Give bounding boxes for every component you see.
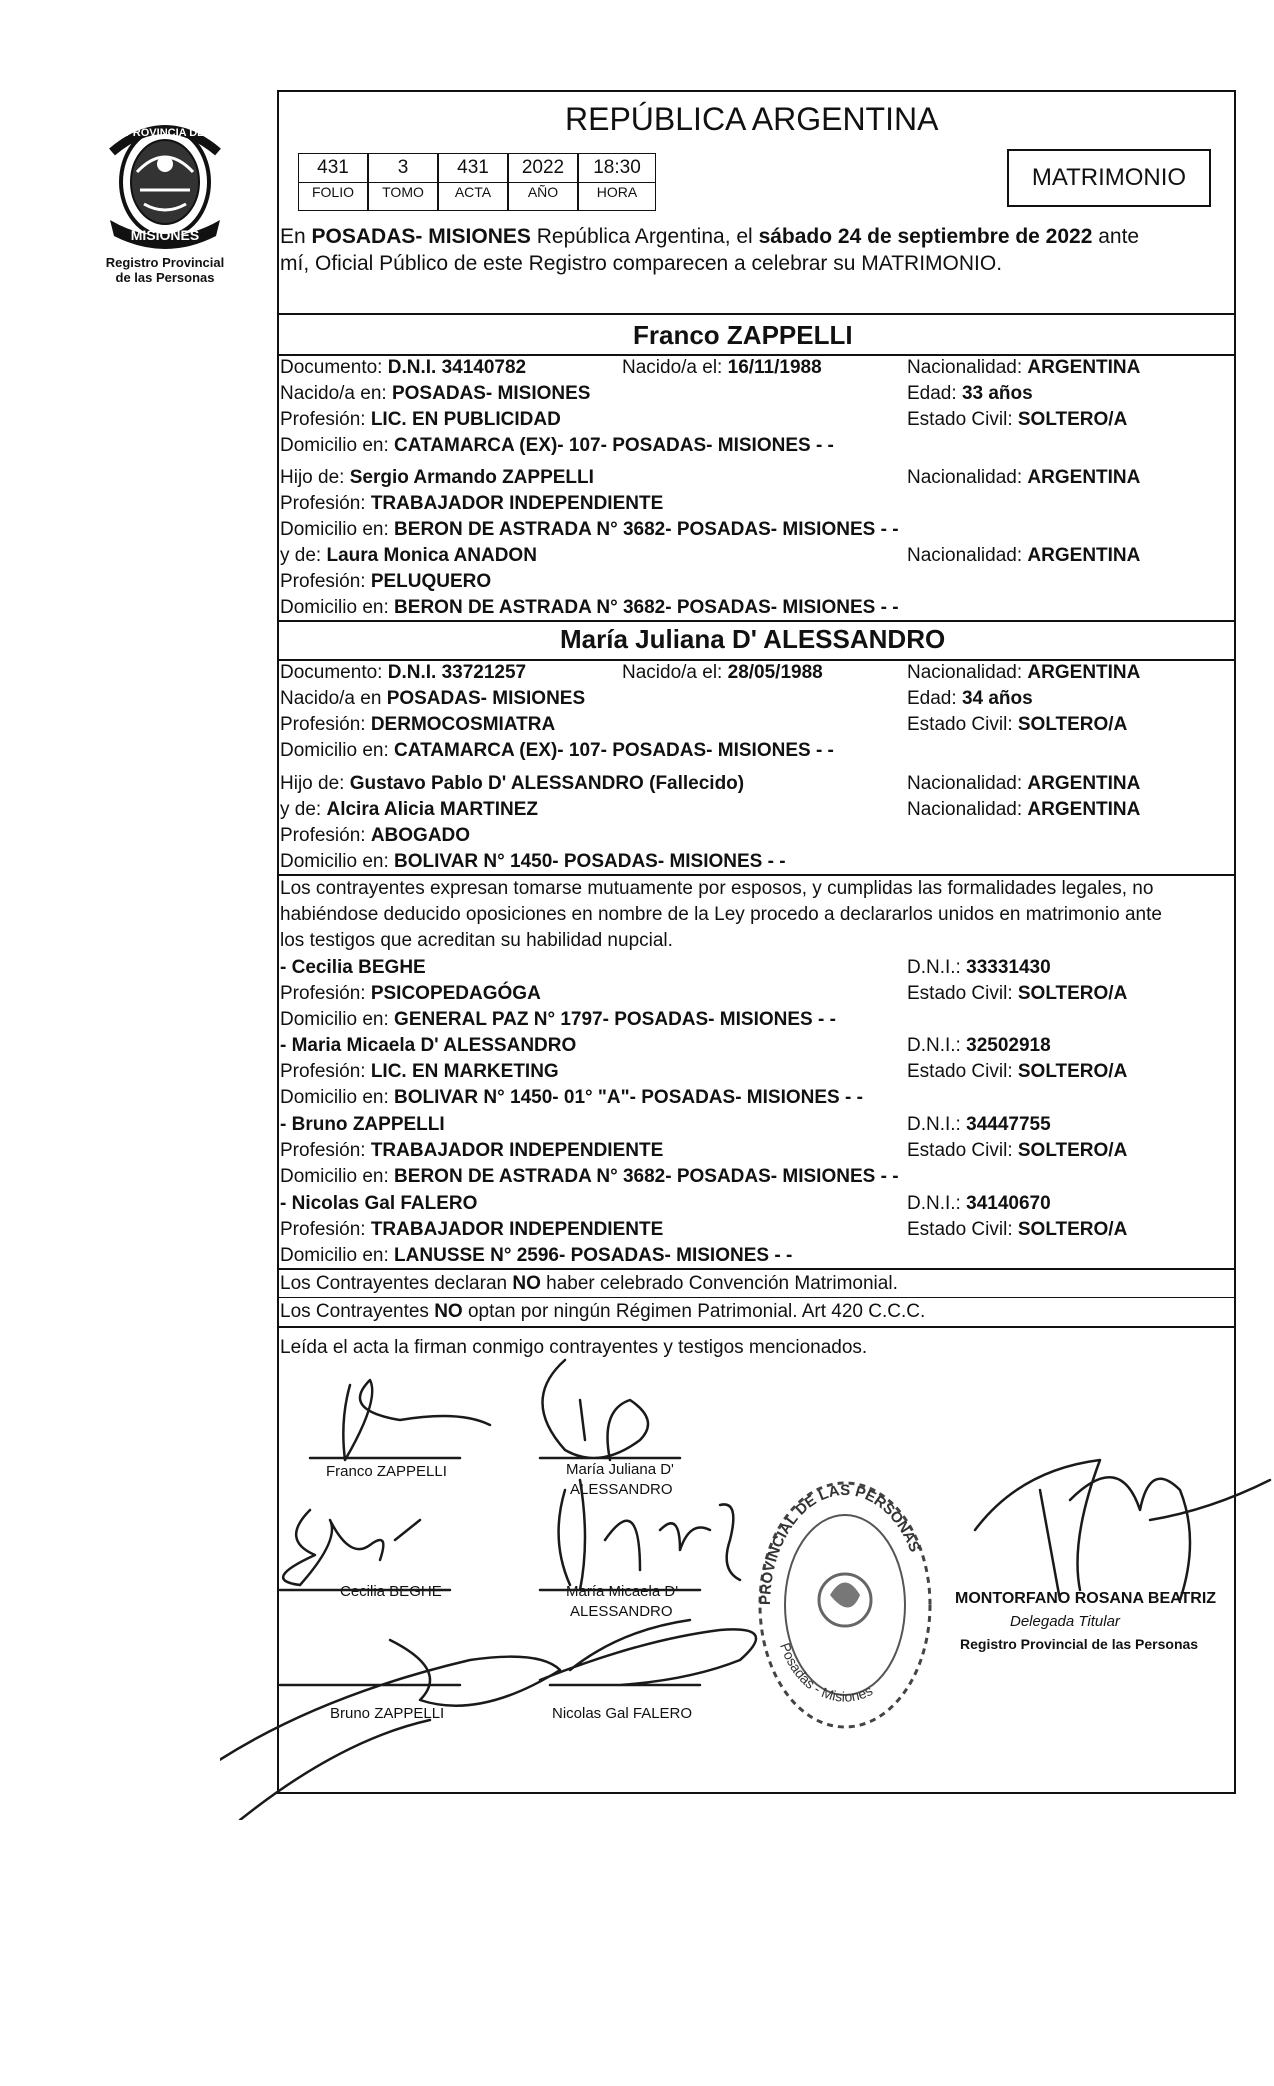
witness-prof: Profesión: PSICOPEDAGÓGA xyxy=(280,983,541,1004)
witness-name: - Maria Micaela D' ALESSANDRO xyxy=(280,1035,577,1056)
signature-label: María Micaela D' xyxy=(566,1583,679,1600)
spouse1-mother-nat: Nacionalidad: ARGENTINA xyxy=(907,545,1141,566)
witness-addr: Domicilio en: BOLIVAR N° 1450- 01° "A"- POSADAS- MISIONES - - xyxy=(280,1087,863,1108)
spouse1-name: Franco ZAPPELLI xyxy=(633,320,853,350)
signature-label: Cecilia BEGHE xyxy=(340,1583,442,1600)
signature-cecilia xyxy=(280,1510,450,1590)
divider xyxy=(277,1297,1234,1298)
official-role: Delegada Titular xyxy=(1010,1613,1120,1630)
record-cell-acta: 431 ACTA xyxy=(438,153,508,211)
spouse1-prof: Profesión: LIC. EN PUBLICIDAD xyxy=(280,409,561,430)
signature-label: Franco ZAPPELLI xyxy=(326,1463,447,1480)
registry-emblem xyxy=(92,112,238,290)
witness-dni: D.N.I.: 33331430 xyxy=(907,957,1051,978)
document-title: REPÚBLICA ARGENTINA xyxy=(565,101,939,137)
witness-dni: D.N.I.: 34447755 xyxy=(907,1114,1051,1135)
witness-addr: Domicilio en: GENERAL PAZ N° 1797- POSADAS- MISIONES - - xyxy=(280,1009,836,1030)
spouse1-age: Edad: 33 años xyxy=(907,383,1033,404)
spouse1-nat: Nacionalidad: ARGENTINA xyxy=(907,357,1141,378)
record-cell-anio: 2022 AÑO xyxy=(508,153,578,211)
witness-dni: D.N.I.: 32502918 xyxy=(907,1035,1051,1056)
spouse1-mother-addr: Domicilio en: BERON DE ASTRADA N° 3682- POSADAS- MISIONES - - xyxy=(280,597,899,618)
spouse2-father: Hijo de: Gustavo Pablo D' ALESSANDRO (Fallecido) xyxy=(280,773,745,794)
divider xyxy=(277,1326,1234,1328)
emblem-bottom-text: MISIONES xyxy=(130,227,200,243)
declaration-line: Los contrayentes expresan tomarse mutuamente por esposos, y cumplidas las formalidades legales, no xyxy=(280,878,1154,899)
witness-addr: Domicilio en: LANUSSE N° 2596- POSADAS- MISIONES - - xyxy=(280,1245,793,1266)
witness-prof: Profesión: TRABAJADOR INDEPENDIENTE xyxy=(280,1140,664,1161)
signature-franco xyxy=(310,1380,490,1460)
act-type-box: MATRIMONIO xyxy=(1007,149,1211,207)
divider xyxy=(277,620,1234,622)
spouse2-name: María Juliana D' ALESSANDRO xyxy=(560,624,946,654)
emblem-top-text: PROVINCIA DE xyxy=(125,127,205,139)
spouse1-father: Hijo de: Sergio Armando ZAPPELLI xyxy=(280,467,594,488)
record-cell-folio: 431 FOLIO xyxy=(298,153,368,211)
signature-bruno xyxy=(220,1640,560,1820)
spouse2-mother-nat: Nacionalidad: ARGENTINA xyxy=(907,799,1141,820)
witness-civil: Estado Civil: SOLTERO/A xyxy=(907,983,1128,1004)
reading-statement: Leída el acta la firman conmigo contrayentes y testigos mencionados. xyxy=(280,1337,868,1358)
witness-civil: Estado Civil: SOLTERO/A xyxy=(907,1140,1128,1161)
spouse1-father-prof: Profesión: TRABAJADOR INDEPENDIENTE xyxy=(280,493,664,514)
spouse1-born: Nacido/a el: 16/11/1988 xyxy=(622,357,822,378)
witness-name: - Bruno ZAPPELLI xyxy=(280,1114,445,1135)
spouse1-mother: y de: Laura Monica ANADON xyxy=(280,545,537,566)
signature-nicolas xyxy=(540,1620,756,1685)
spouse1-father-nat: Nacionalidad: ARGENTINA xyxy=(907,467,1141,488)
spouse1-father-addr: Domicilio en: BERON DE ASTRADA N° 3682- POSADAS- MISIONES - - xyxy=(280,519,899,540)
witness-name: - Cecilia BEGHE xyxy=(280,957,426,978)
divider xyxy=(277,1268,1234,1270)
signature-label: Nicolas Gal FALERO xyxy=(552,1705,693,1722)
spouse2-nat: Nacionalidad: ARGENTINA xyxy=(907,662,1141,683)
signature-label: ALESSANDRO xyxy=(570,1481,673,1498)
official-office: Registro Provincial de las Personas xyxy=(960,1636,1199,1652)
registry-name xyxy=(92,255,238,285)
record-cell-tomo: 3 TOMO xyxy=(368,153,438,211)
divider xyxy=(277,874,1234,876)
spouse2-mother-addr: Domicilio en: BOLIVAR N° 1450- POSADAS- MISIONES - - xyxy=(280,851,786,872)
regime-statement: Los Contrayentes NO optan por ningún Régimen Patrimonial. Art 420 C.C.C. xyxy=(280,1301,926,1322)
handwritten-signatures xyxy=(220,1340,1274,1820)
witness-addr: Domicilio en: BERON DE ASTRADA N° 3682- POSADAS- MISIONES - - xyxy=(280,1166,899,1187)
spouse2-doc: Documento: D.N.I. 33721257 xyxy=(280,662,527,683)
signature-label: ALESSANDRO xyxy=(570,1603,673,1620)
signature-official xyxy=(975,1460,1270,1600)
spouse2-age: Edad: 34 años xyxy=(907,688,1033,709)
spouse1-mother-prof: Profesión: PELUQUERO xyxy=(280,571,492,592)
spouse2-civil: Estado Civil: SOLTERO/A xyxy=(907,714,1128,735)
intro-line-2: mí, Oficial Público de este Registro comparecen a celebrar su MATRIMONIO. xyxy=(280,252,1003,275)
official-name: MONTORFANO ROSANA BEATRIZ xyxy=(955,1590,1217,1607)
signature-label: Bruno ZAPPELLI xyxy=(330,1705,445,1722)
witness-prof: Profesión: TRABAJADOR INDEPENDIENTE xyxy=(280,1219,664,1240)
spouse1-birthplace: Nacido/a en: POSADAS- MISIONES xyxy=(280,383,591,404)
signature-maria-micaela xyxy=(540,1480,740,1590)
spouse2-birthplace: Nacido/a en POSADAS- MISIONES xyxy=(280,688,586,709)
seal-bottom-text: Posadas - Misiones xyxy=(777,1640,876,1705)
spouse1-doc: Documento: D.N.I. 34140782 xyxy=(280,357,527,378)
spouse2-prof: Profesión: DERMOCOSMIATRA xyxy=(280,714,556,735)
spouse1-addr: Domicilio en: CATAMARCA (EX)- 107- POSADAS- MISIONES - - xyxy=(280,435,834,456)
registry-name-line1: Registro Provincial xyxy=(105,255,225,270)
witness-name: - Nicolas Gal FALERO xyxy=(280,1193,478,1214)
witness-prof: Profesión: LIC. EN MARKETING xyxy=(280,1061,559,1082)
witness-civil: Estado Civil: SOLTERO/A xyxy=(907,1061,1128,1082)
witness-dni: D.N.I.: 34140670 xyxy=(907,1193,1051,1214)
registry-name-line2: de las Personas xyxy=(115,270,215,285)
spouse1-civil: Estado Civil: SOLTERO/A xyxy=(907,409,1128,430)
signature-label: María Juliana D' xyxy=(566,1461,674,1478)
record-cell-hora: 18:30 HORA xyxy=(578,153,656,211)
signature-maria-juliana xyxy=(540,1360,680,1460)
spouse2-mother: y de: Alcira Alicia MARTINEZ xyxy=(280,799,538,820)
seal-ring-text: PROVINCIAL DE LAS PERSONAS xyxy=(756,1481,924,1606)
coat-of-arms-icon xyxy=(92,112,238,250)
spouse2-mother-prof: Profesión: ABOGADO xyxy=(280,825,471,846)
declaration-line: habiéndose deducido oposiciones en nombre de la Ley procedo a declararlos unidos en matrimonio ante xyxy=(280,904,1162,925)
spouse2-addr: Domicilio en: CATAMARCA (EX)- 107- POSADAS- MISIONES - - xyxy=(280,740,834,761)
declaration-line: los testigos que acreditan su habilidad nupcial. xyxy=(280,930,673,951)
intro-line-1: En POSADAS- MISIONES República Argentina, el sábado 24 de septiembre de 2022 ante xyxy=(280,225,1140,248)
convention-statement: Los Contrayentes declaran NO haber celebrado Convención Matrimonial. xyxy=(280,1273,898,1294)
divider xyxy=(277,313,1234,315)
spouse2-born: Nacido/a el: 28/05/1988 xyxy=(622,662,823,683)
witness-civil: Estado Civil: SOLTERO/A xyxy=(907,1219,1128,1240)
spouse2-father-nat: Nacionalidad: ARGENTINA xyxy=(907,773,1141,794)
